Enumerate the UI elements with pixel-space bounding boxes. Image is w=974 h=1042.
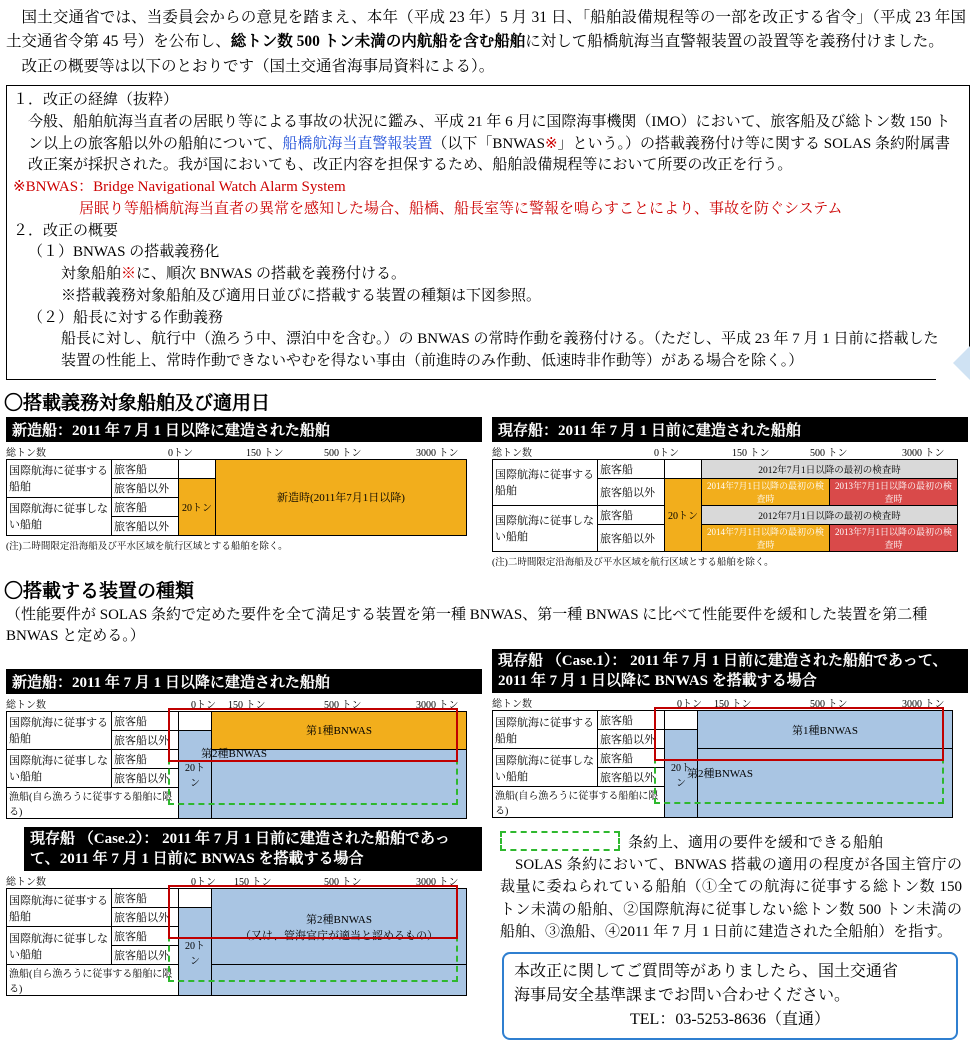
axis-tick-0: 0トン bbox=[677, 699, 702, 711]
outline-heading-2-2: （２）船長に対する作動義務 bbox=[28, 309, 224, 326]
outline-l1-b: （以下「BNWAS bbox=[432, 135, 545, 152]
row-label-passenger-2: 旅客船 bbox=[112, 749, 179, 768]
row-label-passenger: 旅客船 bbox=[598, 711, 665, 730]
axis-tick-150: 150 トン bbox=[246, 447, 284, 459]
section-2-heading: 〇搭載する装置の種類 bbox=[4, 580, 195, 602]
cell-20t: 20トン bbox=[665, 730, 698, 818]
axis-gt-label: 総トン数 bbox=[492, 447, 532, 459]
matrix-existing-ships-title: 現存船：2011 年 7 月 1 日前に建造された船舶 bbox=[492, 417, 968, 442]
axis-tick-3000: 3000 トン bbox=[416, 877, 459, 889]
type2-label: 第2種BNWAS bbox=[305, 913, 372, 926]
outline-2-2-line-a: 船長に対し、航行中（漁ろう中、漂泊中を含む。）の BNWAS の常時作動を義務付ける。（ただし、平成 23 年 7 月 1 日前に搭載した bbox=[61, 331, 939, 348]
axis-tick-0: 0トン bbox=[191, 877, 216, 889]
contact-tel: TEL：03-5253-8636（直通） bbox=[630, 1010, 830, 1028]
row-label-passenger: 旅客船 bbox=[112, 711, 179, 730]
outline-2-2-line-b: 装置の性能上、常時作動できないやむを得ない事由（前進時のみ作動、低速時非作動等）がある場合を除く。） bbox=[61, 353, 804, 370]
row-label-non-passenger: 旅客船以外 bbox=[112, 908, 179, 927]
row-label-non-passenger-2: 旅客船以外 bbox=[112, 516, 179, 535]
axis-tick-0: 0トン bbox=[654, 447, 679, 459]
row-label-non-passenger-2: 旅客船以外 bbox=[112, 946, 179, 965]
axis-gt-label: 総トン数 bbox=[6, 877, 46, 889]
contact-line-2: 海事局安全基準課までお問い合わせください。 bbox=[514, 986, 851, 1004]
matrix-new-ships-note: (注)二時間限定沿海船及び平水区域を航行区域とする船舶を除く。 bbox=[6, 541, 288, 552]
axis-tick-150: 150 トン bbox=[732, 447, 770, 459]
outline-bnwas-definition: ※BNWAS：Bridge Navigational Watch Alarm System bbox=[13, 179, 346, 196]
device-matrix-case2 bbox=[6, 827, 482, 997]
red-outline-region bbox=[168, 885, 458, 939]
row-label-domestic: 国際航海に従事しない船舶 bbox=[7, 749, 112, 787]
row-label-fishing: 漁船(自ら漁ろうに従事する船舶に限る) bbox=[493, 787, 665, 818]
row-label-passenger-2: 旅客船 bbox=[598, 505, 665, 524]
row-label-non-passenger-2: 旅客船以外 bbox=[598, 768, 665, 787]
row-label-passenger-2: 旅客船 bbox=[598, 749, 665, 768]
outline-line-1 bbox=[13, 112, 963, 177]
axis-tick-0: 0トン bbox=[168, 447, 193, 459]
row-label-international: 国際航海に従事する船舶 bbox=[7, 889, 112, 927]
device-matrix-case1-title: 現存船 （Case.1）： 2011 年 7 月 1 日前に建造された船舶であって、2011 年 7 月 1 日以降に BNWAS を搭載する場合 bbox=[492, 649, 968, 694]
cell-grey-inspection-1: 2012年7月1日以降の最初の検査時 bbox=[702, 459, 958, 478]
section-1-heading: 〇搭載義務対象船舶及び適用日 bbox=[4, 392, 271, 414]
row-label-non-passenger-2: 旅客船以外 bbox=[112, 768, 179, 787]
cell-blank bbox=[179, 459, 216, 478]
outline-2-1-mark: ※ bbox=[121, 266, 137, 283]
outline-heading-1: １．改正の経緯（抜粋） bbox=[13, 92, 179, 109]
device-matrix-case1 bbox=[492, 649, 968, 819]
legend-body: SOLAS 条約において、BNWAS 搭載の適用の程度が各国主管庁の裁量に委ねられている船舶（①全ての航海に従事する総トン数 150 トン未満の船舶、②国際航海に従事しない総トン数 500 トン未満の船舶、③漁船、④2011 年 7 月 1 日前に建造された全船舶）を指す。 bbox=[500, 856, 962, 941]
outline-heading-2-1: （１）BNWAS の搭載義務化 bbox=[28, 244, 220, 261]
axis-tick-500: 500 トン bbox=[810, 447, 848, 459]
row-label-international: 国際航海に従事する船舶 bbox=[7, 711, 112, 749]
section-2-bottom bbox=[0, 827, 974, 1040]
row-label-domestic: 国際航海に従事しない船舶 bbox=[7, 497, 112, 535]
type2-sublabel: （又は、管海官庁が適当と認めるもの） bbox=[240, 929, 438, 942]
row-label-international: 国際航海に従事する船舶 bbox=[493, 711, 598, 749]
matrix-new-ships-title: 新造船：2011 年 7 月 1 日以降に建造された船舶 bbox=[6, 417, 482, 442]
table-row bbox=[7, 459, 467, 478]
red-outline-region bbox=[654, 707, 944, 761]
cell-20t: 20トン bbox=[179, 730, 212, 818]
device-matrix-new-ships bbox=[6, 649, 482, 819]
cell-red-2013-1: 2013年7月1日以降の最初の検査時 bbox=[830, 478, 958, 505]
outline-l1-link: 船橋航海当直警報装置 bbox=[282, 135, 433, 152]
device-matrix-new-title: 新造船：2011 年 7 月 1 日以降に建造された船舶 bbox=[6, 669, 482, 694]
table-row bbox=[493, 459, 958, 478]
axis-tick-150: 150 トン bbox=[228, 699, 266, 711]
outline-bnwas-description: 居眠り等船橋航海当直者の異常を感知した場合、船橋、船長室等に警報を鳴らすことにより、事故を防ぐシステム bbox=[79, 200, 843, 217]
legend-and-contact bbox=[492, 827, 968, 1040]
axis-tick-500: 500 トン bbox=[324, 699, 362, 711]
table-row bbox=[493, 505, 958, 524]
intro-paragraph-1 bbox=[6, 6, 966, 54]
section-2-matrices bbox=[0, 649, 974, 819]
axis-tick-150: 150 トン bbox=[234, 877, 272, 889]
axis-tick-150: 150 トン bbox=[714, 699, 752, 711]
cell-20t: 20トン bbox=[179, 908, 212, 996]
matrix-new-ships-table bbox=[6, 459, 467, 536]
axis-gt-label: 総トン数 bbox=[492, 699, 532, 711]
matrix-existing-ships-table bbox=[492, 459, 958, 552]
contact-line-1: 本改正に関してご質問等がありましたら、国土交通省 bbox=[514, 962, 899, 980]
cell-new-build: 新造時(2011年7月1日以降) bbox=[216, 459, 467, 535]
axis-tick-3000: 3000 トン bbox=[416, 447, 459, 459]
legend-title: 条約上、適用の要件を緩和できる船舶 bbox=[628, 834, 884, 851]
row-label-domestic: 国際航海に従事しない船舶 bbox=[7, 927, 112, 965]
outline-l1-c: 」という。）の搭載義務付け等に関する SOLAS 条約附属書改正案が採択された。我が国においても、改正内容を担保するため、船舶設備規程等において所要の改正を行う。 bbox=[28, 135, 951, 174]
label-type2-bnwas: 第2種BNWAS bbox=[201, 747, 268, 760]
cell-type1-bnwas: 第1種BNWAS bbox=[698, 711, 953, 749]
axis-tick-500: 500 トン bbox=[324, 447, 362, 459]
matrix-existing-ships bbox=[492, 417, 968, 568]
axis-gt-label: 総トン数 bbox=[6, 447, 46, 459]
outline-box bbox=[6, 85, 970, 380]
cell-20t: 20トン bbox=[665, 478, 702, 551]
row-label-passenger-2: 旅客船 bbox=[112, 497, 179, 516]
intro-p1-c: に対して船橋航海当直警報装置の設置等を義務付けました。 bbox=[525, 33, 944, 51]
axis-tick-3000: 3000 トン bbox=[416, 699, 459, 711]
matrix-new-ships bbox=[6, 417, 482, 568]
matrix-existing-ships-note: (注)二時間限定沿海船及び平水区域を航行区域とする船舶を除く。 bbox=[492, 557, 774, 568]
cell-type1-bnwas: 第1種BNWAS bbox=[212, 711, 467, 749]
contact-box bbox=[502, 952, 958, 1040]
intro-paragraphs bbox=[0, 0, 974, 79]
row-label-non-passenger: 旅客船以外 bbox=[112, 730, 179, 749]
outline-2-1-a: 対象船舶 bbox=[61, 266, 122, 283]
axis-tick-3000: 3000 トン bbox=[902, 699, 945, 711]
legend-row bbox=[500, 831, 968, 852]
section-1-matrices bbox=[0, 417, 974, 568]
row-label-passenger: 旅客船 bbox=[112, 459, 179, 478]
axis-tick-500: 500 トン bbox=[324, 877, 362, 889]
matrix-existing-ships-axis bbox=[492, 444, 968, 459]
row-label-passenger-2: 旅客船 bbox=[112, 927, 179, 946]
matrix-new-ships-axis bbox=[6, 444, 482, 459]
outline-2-1-line-a bbox=[13, 264, 963, 286]
cell-orange-2014-1: 2014年7月1日以降の最初の検査時 bbox=[702, 478, 830, 505]
cell-orange-2014-2: 2014年7月1日以降の最初の検査時 bbox=[702, 524, 830, 551]
outline-heading-2: ２．改正の概要 bbox=[13, 222, 119, 239]
row-label-passenger: 旅客船 bbox=[598, 459, 665, 478]
intro-p1-a: 国土交通省では、当委員会からの意見を踏まえ、本年（平成 23 年）5 月 31 日、「船舶設備規程等の一部を改正する省令」（平成 23 年国土交通省令第 45 号）を公布し、 bbox=[6, 9, 966, 51]
page-fold-decoration-2 bbox=[936, 346, 970, 380]
section-2-note: （性能要件が SOLAS 条約で定めた要件を全て満足する装置を第一種 BNWAS、第一種 BNWAS に比べて性能要件を緩和した装置を第二種 BNWAS と定める。） bbox=[6, 606, 928, 644]
row-label-domestic: 国際航海に従事しない船舶 bbox=[493, 505, 598, 551]
row-label-international: 国際航海に従事する船舶 bbox=[7, 459, 112, 497]
cell-20t: 20トン bbox=[179, 478, 216, 535]
outline-l1-a: 今般、船舶航海当直者の居眠り等による事故の状況に鑑み、平成 21 年 6 月に国際海事機関（IMO）において、旅客船及び総トン数 150 トン以上の旅客船以外の船舶について、 bbox=[28, 113, 951, 152]
red-outline-region bbox=[168, 708, 458, 762]
row-label-domestic: 国際航海に従事しない船舶 bbox=[493, 749, 598, 787]
row-label-non-passenger: 旅客船以外 bbox=[598, 730, 665, 749]
outline-l1-mark: ※ bbox=[544, 135, 558, 152]
intro-p1-bold: 総トン数 500 トン未満の内航船を含む船舶 bbox=[230, 33, 526, 51]
row-label-fishing: 漁船(自ら漁ろうに従事する船舶に限る) bbox=[7, 787, 179, 818]
row-label-passenger: 旅客船 bbox=[112, 889, 179, 908]
axis-tick-0: 0トン bbox=[191, 699, 216, 711]
axis-tick-3000: 3000 トン bbox=[902, 447, 945, 459]
cell-grey-inspection-2: 2012年7月1日以降の最初の検査時 bbox=[702, 505, 958, 524]
cell-red-2013-2: 2013年7月1日以降の最初の検査時 bbox=[830, 524, 958, 551]
row-label-international: 国際航海に従事する船舶 bbox=[493, 459, 598, 505]
axis-gt-label: 総トン数 bbox=[6, 699, 46, 711]
cell-blank bbox=[665, 459, 702, 478]
row-label-non-passenger: 旅客船以外 bbox=[112, 478, 179, 497]
outline-2-1-b: に、順次 BNWAS の搭載を義務付ける。 bbox=[136, 266, 407, 283]
label-type2-bnwas: 第2種BNWAS bbox=[687, 768, 754, 781]
row-label-non-passenger: 旅客船以外 bbox=[598, 478, 665, 505]
green-dashed-swatch bbox=[500, 831, 620, 851]
row-label-non-passenger-2: 旅客船以外 bbox=[598, 524, 665, 551]
intro-paragraph-2: 改正の概要等は以下のとおりです（国土交通省海事局資料による）。 bbox=[21, 58, 495, 76]
row-label-fishing: 漁船(自ら漁ろうに従事する船舶に限る) bbox=[7, 965, 179, 996]
axis-tick-500: 500 トン bbox=[810, 699, 848, 711]
device-matrix-case2-title: 現存船 （Case.2）： 2011 年 7 月 1 日前に建造された船舶であって、2011 年 7 月 1 日前に BNWAS を搭載する場合 bbox=[24, 827, 482, 872]
outline-2-1-line-b: ※搭載義務対象船舶及び適用日並びに搭載する装置の種類は下図参照。 bbox=[61, 287, 542, 304]
